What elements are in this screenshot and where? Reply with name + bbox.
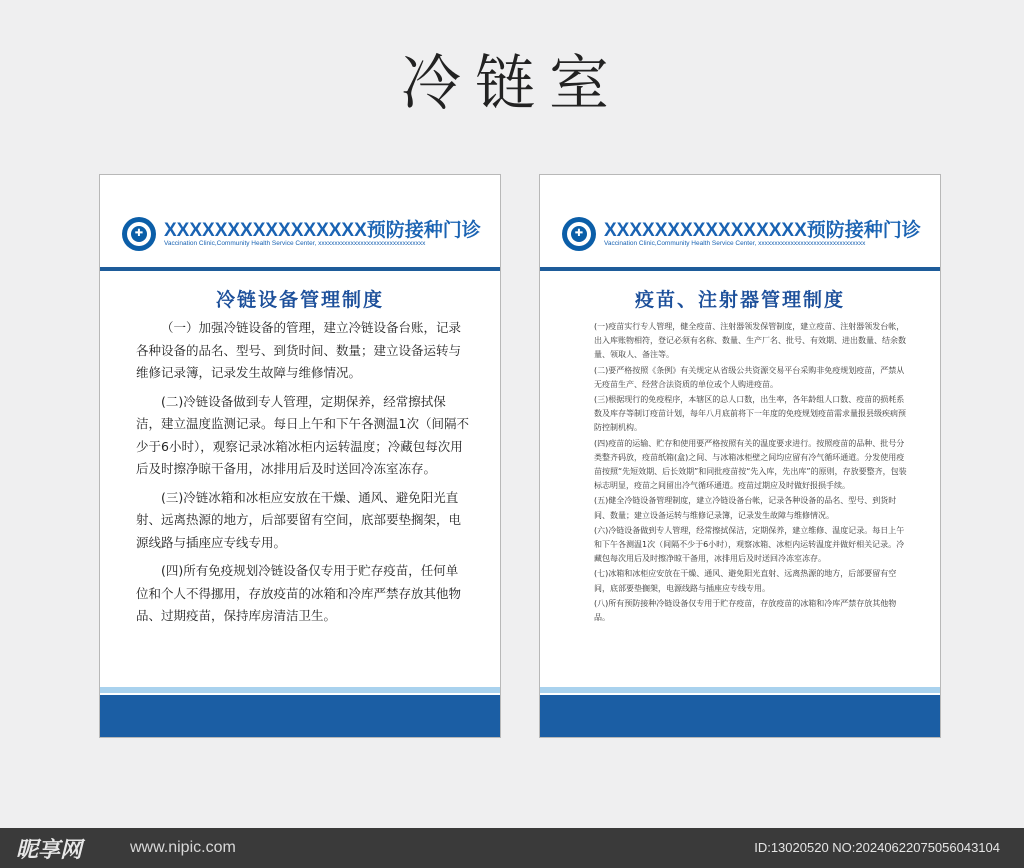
header-divider (540, 267, 940, 271)
clinic-english-name: Vaccination Clinic,Community Health Service Center, xxxxxxxxxxxxxxxxxxxxxxxxxxxxxxxxx (604, 240, 866, 247)
board-header (100, 209, 500, 269)
rule-paragraph: （一）加强冷链设备的管理，建立冷链设备台账，记录各种设备的品名、型号、到货时间、数量；建立设备运转与维修记录簿，记录发生故障与维修情况。 (136, 320, 462, 380)
footer-band-light (540, 687, 940, 693)
clinic-name: XXXXXXXXXXXXXXXX预防接种门诊 (164, 220, 481, 241)
clinic-english-name: Vaccination Clinic,Community Health Service Center, xxxxxxxxxxxxxxxxxxxxxxxxxxxxxxxxx (164, 240, 426, 247)
clinic-name: XXXXXXXXXXXXXXXX预防接种门诊 (604, 220, 921, 241)
rule-paragraph: (一)疫苗实行专人管理，健全疫苗、注射器领发保管制度，建立疫苗、注射器领发台帐，出入库账物相符，登记必须有名称、数量、生产厂名、批号、有效期、进出数量、结余数量、领取人、备注等。 (594, 322, 906, 360)
rule-paragraph: (二)冷链设备做到专人管理，定期保养，经常擦拭保洁，建立温度监测记录。每日上午和下午各测温1次（间隔不少于6小时），观察记录冰箱冰柜内运转温度；冷藏包每次用后及时擦净晾干备用，冰排用后及时送回冷冻室冻存。 (136, 393, 469, 476)
header-divider (100, 267, 500, 271)
board-body (136, 317, 470, 634)
rule-paragraph: (五)健全冷链设备管理制度，建立冷链设备台帐，记录各种设备的品名、型号、到货时间、数量；建立设备运转与维修记录簿，记录发生故障与维修情况。 (594, 496, 897, 520)
rule-paragraph: (三)根据现行的免疫程序，本辖区的总人口数，出生率，各年龄组人口数、疫苗的损耗系数及库存等制订疫苗计划，每年八月底前将下一年度的免疫规划疫苗需求量报县级疾病预防控制机构。 (594, 395, 906, 433)
rule-paragraph: (三)冷链冰箱和冰柜应安放在干燥、通风、避免阳光直射、远离热源的地方，后部要留有空间，底部要垫搁架，电源线路与插座应专线专用。 (136, 489, 462, 550)
clinic-logo-icon: ✚ (122, 217, 156, 251)
page-title: 冷链室 (401, 49, 623, 119)
board-body (594, 320, 910, 626)
rule-paragraph: (八)所有预防接种冷链设备仅专用于贮存疫苗，存放疫苗的冰箱和冷库严禁存放其他物品。 (594, 598, 897, 623)
board-header (540, 209, 940, 269)
image-id-label: ID:13020520 NO:20240622075056043104 (754, 840, 1000, 855)
rule-paragraph: (七)冰箱和冰柜应安放在干燥、通风、避免阳光直射、远离热源的地方，后部要留有空间，底部要垫搁架，电源线路与插座应专线专用。 (594, 569, 897, 593)
footer-band-dark (100, 695, 500, 738)
site-url: www.nipic.com (130, 839, 236, 856)
board-title: 冷链设备管理制度 (215, 289, 384, 311)
site-logo: 昵享网 (16, 838, 83, 863)
left-notice-board (99, 174, 501, 738)
right-notice-board (539, 174, 941, 738)
watermark-bar (0, 828, 1024, 868)
rule-paragraph: (四)疫苗的运输、贮存和使用要严格按照有关的温度要求进行。按照疫苗的品种、批号分类整齐码放，疫苗纸箱(盒)之间、与冰箱冰柜壁之间均应留有冷气循环通道。分发使用疫苗按照“先短效期、后长效期”和同批疫苗按“先入库，先出库”的原则，存放要整齐，包装标志明显，疫苗之间留出冷气循环通道。疫苗过期应及时做好报损手续。 (594, 438, 907, 491)
clinic-logo-icon: ✚ (562, 217, 596, 251)
footer-band-dark (540, 695, 940, 738)
board-title: 疫苗、注射器管理制度 (634, 289, 845, 311)
rule-paragraph: (二)要严格按照《条例》有关规定从省级公共资源交易平台采购非免疫规划疫苗，严禁从无疫苗生产、经营合法资质的单位或个人购进疫苗。 (594, 365, 905, 389)
rule-paragraph: (四)所有免疫规划冷链设备仅专用于贮存疫苗，任何单位和个人不得挪用，存放疫苗的冰箱和冷库严禁存放其他物品、过期疫苗，保持库房清洁卫生。 (136, 563, 462, 623)
footer-band-light (100, 687, 500, 693)
rule-paragraph: (六)冷链设备做到专人管理，经常擦拭保洁，定期保养，建立维修、温度记录。每日上午和下午各测温1次（间隔不少于6小时），观察冰箱、冰柜内运转温度并做好相关记录。冷藏包每次用后及时擦净晾干备用，冰排用后及时送回冷冻室冻存。 (594, 525, 905, 564)
